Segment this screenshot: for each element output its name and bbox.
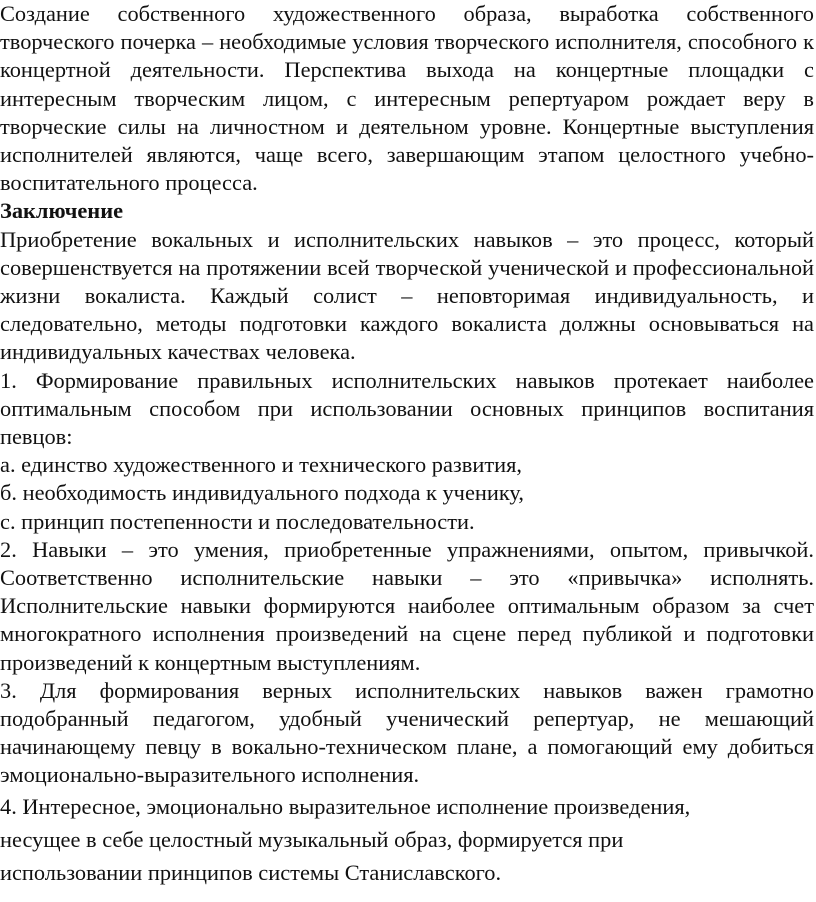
point-3-paragraph: 3. Для формирования верных исполнительских навыков важен грамотно подобранный педагогом, удобный ученический репертуар, не мешающий начинающему певцу в вокально-техническом плане, а помогающий ему добиться эмоционально-выразительного исполнения. [0, 677, 814, 788]
point-4-line-3: использовании принципов системы Станиславского. [0, 859, 502, 885]
intro-paragraph: Создание собственного художественного образа, выработка собственного творческого почерка – необходимые условия творческого исполнителя, способного к концертной деятельности. Перспектива выхода на концертные площадки с интересным творческим лицом, с интересным репертуаром рождает веру в творческие силы на личностном и деятельном уровне. Концертные выступления исполнителей являются, чаще всего, завершающим этапом целостного учебно-воспитательного процесса. [0, 1, 814, 196]
point-4-line-2: несущее в себе целостный музыкальный образ, формируется при [0, 826, 624, 852]
list-item-b: б. необходимость индивидуального подхода к ученику, [0, 480, 524, 506]
point-1-paragraph: 1. Формирование правильных исполнительских навыков протекает наиболее оптимальным способом при использовании основных принципов воспитания певцов: [0, 367, 814, 450]
list-item-a: а. единство художественного и технического развития, [0, 452, 522, 478]
point-2-paragraph: 2. Навыки – это умения, приобретенные упражнениями, опытом, привычкой. Соответственно исполнительские навыки – это «привычка» исполнять. Исполнительские навыки формируются наиболее оптимальным образом за счет многократного исполнения произведений на сцене перед публикой и подготовки произведений к концертным выступлениям. [0, 536, 814, 675]
list-item-c: с. принцип постепенности и последовательности. [0, 508, 475, 534]
point-4-line-1: 4. Интересное, эмоционально выразительное исполнение произведения, [0, 793, 691, 819]
conclusion-heading: Заключение [0, 198, 124, 224]
summary-paragraph: Приобретение вокальных и исполнительских навыков – это процесс, который совершенствуется на протяжении всей творческой ученической и профессиональной жизни вокалиста. Каждый солист – неповторимая индивидуальность, и следовательно, методы подготовки каждого вокалиста должны основываться на индивидуальных качествах человека. [0, 226, 814, 365]
